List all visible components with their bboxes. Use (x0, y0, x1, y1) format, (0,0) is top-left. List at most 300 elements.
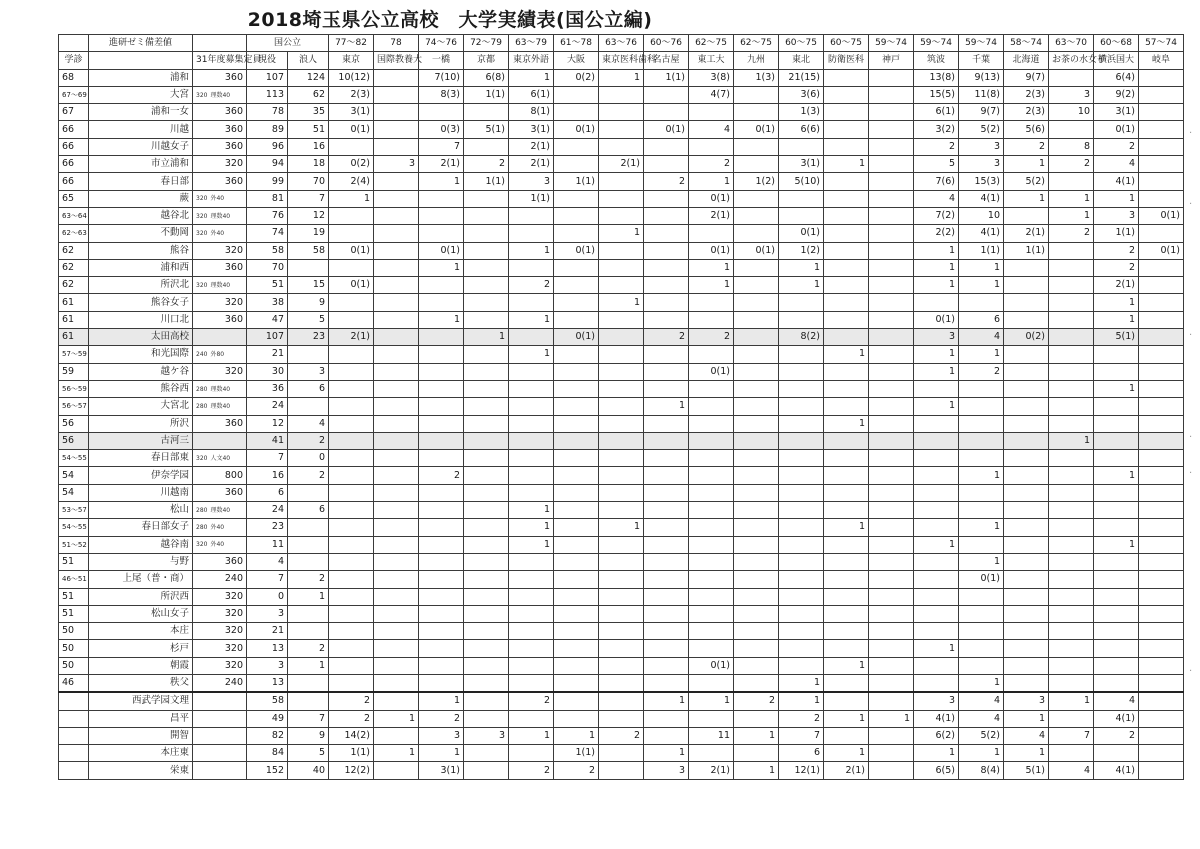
capacity-cell (193, 398, 247, 415)
result-cell (599, 415, 644, 432)
result-cell (464, 762, 509, 779)
result-cell (779, 415, 824, 432)
result-cell (1049, 745, 1094, 762)
result-cell (329, 640, 374, 657)
result-cell (689, 138, 734, 155)
header-university-cell: お茶の水女子 (1049, 52, 1094, 69)
table-row (59, 588, 1184, 605)
result-cell (734, 674, 779, 692)
result-cell: 2 (599, 727, 644, 744)
result-cell (914, 467, 959, 484)
result-cell (959, 380, 1004, 397)
capacity-value: 320 (196, 229, 208, 237)
result-cell (419, 329, 464, 346)
result-cell: 9(2) (1094, 86, 1139, 103)
result-cell: 10 (1049, 104, 1094, 121)
result-cell (1049, 588, 1094, 605)
result-cell: 2(3) (1004, 86, 1049, 103)
result-cell (779, 502, 824, 519)
result-cell (689, 553, 734, 570)
result-cell (464, 277, 509, 294)
result-cell (1139, 657, 1184, 674)
result-cell: 2(4) (329, 173, 374, 190)
capacity-value: 320 (224, 659, 243, 671)
result-cell: 7(6) (914, 173, 959, 190)
result-cell (1049, 415, 1094, 432)
result-cell: 0(2) (554, 69, 599, 86)
header-rank-cell: 60～76 (644, 35, 689, 52)
result-cell (1004, 415, 1049, 432)
capacity-value: 320 (224, 625, 243, 637)
result-cell (779, 553, 824, 570)
result-cell: 5(1) (1004, 762, 1049, 779)
capacity-cell (193, 605, 247, 622)
header-university-cell: 国際教養大 (374, 52, 419, 69)
result-cell (734, 657, 779, 674)
result-cell (824, 536, 869, 553)
header-rank-cell: 58～74 (1004, 35, 1049, 52)
result-cell: 1 (779, 259, 824, 276)
current-count-cell: 7 (247, 571, 288, 588)
result-cell (644, 380, 689, 397)
result-cell: 0(1) (689, 242, 734, 259)
capacity-cell (193, 484, 247, 501)
result-cell (824, 225, 869, 242)
result-cell: 1 (464, 329, 509, 346)
result-cell (689, 674, 734, 692)
result-cell (1049, 363, 1094, 380)
result-cell (734, 225, 779, 242)
result-cell (374, 329, 419, 346)
current-count-cell: 11 (247, 536, 288, 553)
result-cell: 2 (779, 710, 824, 727)
result-cell (869, 467, 914, 484)
ronin-count-cell: 7 (288, 710, 329, 727)
result-cell (1004, 346, 1049, 363)
current-count-cell: 16 (247, 467, 288, 484)
table-row (59, 190, 1184, 207)
result-cell (644, 605, 689, 622)
result-cell (599, 674, 644, 692)
result-cell (1004, 674, 1049, 692)
header-university-cell: 筑波 (914, 52, 959, 69)
result-cell (599, 398, 644, 415)
result-cell (419, 484, 464, 501)
result-cell (554, 156, 599, 173)
result-cell (869, 294, 914, 311)
result-cell (419, 674, 464, 692)
capacity-value: 800 (224, 469, 243, 481)
capacity-value: 320 (224, 642, 243, 654)
result-cell (554, 484, 599, 501)
result-cell (509, 588, 554, 605)
result-cell (509, 363, 554, 380)
current-count-cell: 4 (247, 553, 288, 570)
result-cell (374, 692, 419, 710)
header-capacity-label: 31年度募集定員 (193, 52, 247, 69)
result-cell: 2 (644, 329, 689, 346)
current-count-cell: 70 (247, 259, 288, 276)
result-cell (1094, 502, 1139, 519)
result-cell (419, 571, 464, 588)
result-cell: 1 (689, 277, 734, 294)
result-cell (599, 104, 644, 121)
result-cell: 0(1) (689, 190, 734, 207)
result-cell: 8(3) (419, 86, 464, 103)
result-cell (329, 588, 374, 605)
result-cell (374, 571, 419, 588)
result-cell: 2(3) (329, 86, 374, 103)
result-cell (1139, 727, 1184, 744)
current-count-cell: 99 (247, 173, 288, 190)
ronin-count-cell (288, 623, 329, 640)
ronin-count-cell (288, 553, 329, 570)
table-row (59, 415, 1184, 432)
result-cell (509, 484, 554, 501)
header-university-cell: 京都 (464, 52, 509, 69)
result-cell (689, 294, 734, 311)
result-cell (734, 398, 779, 415)
result-cell (329, 571, 374, 588)
result-cell (824, 467, 869, 484)
capacity-note: 理数40 (210, 402, 231, 410)
gakushin-cell: 46～51 (59, 571, 89, 588)
result-cell (869, 86, 914, 103)
result-cell (374, 432, 419, 449)
result-cell: 11 (689, 727, 734, 744)
result-cell (1094, 657, 1139, 674)
result-cell (1049, 242, 1094, 259)
result-cell: 1 (509, 536, 554, 553)
result-cell (329, 519, 374, 536)
result-cell (419, 363, 464, 380)
header-rank-cell: 63～70 (1049, 35, 1094, 52)
capacity-value: 360 (224, 140, 243, 152)
result-cell (689, 104, 734, 121)
capacity-note: 理数40 (210, 212, 231, 220)
result-cell: 9(13) (959, 69, 1004, 86)
result-cell (824, 311, 869, 328)
school-name-cell: 川越 (89, 121, 193, 138)
result-cell (734, 484, 779, 501)
result-cell (644, 190, 689, 207)
header-rank-cell: 72～79 (464, 35, 509, 52)
result-cell (869, 380, 914, 397)
result-cell: 2 (1094, 138, 1139, 155)
result-cell (869, 346, 914, 363)
gakushin-cell: 54～55 (59, 519, 89, 536)
result-cell (419, 640, 464, 657)
result-cell (689, 588, 734, 605)
result-cell: 1 (959, 674, 1004, 692)
result-cell (599, 207, 644, 224)
capacity-cell (193, 363, 247, 380)
result-cell (644, 138, 689, 155)
result-cell (464, 363, 509, 380)
result-cell (914, 432, 959, 449)
capacity-cell (193, 329, 247, 346)
capacity-cell (193, 69, 247, 86)
table-row (59, 380, 1184, 397)
current-count-cell: 3 (247, 605, 288, 622)
result-cell (734, 380, 779, 397)
result-cell: 0(1) (1139, 207, 1184, 224)
header-rank-cell: 60～75 (779, 35, 824, 52)
school-name-cell: 不動岡 (89, 225, 193, 242)
result-cell (509, 207, 554, 224)
result-cell (1094, 640, 1139, 657)
result-cell: 0(1) (419, 242, 464, 259)
result-cell (1049, 467, 1094, 484)
school-name-cell: 栄東 (89, 762, 193, 779)
result-cell: 1 (509, 502, 554, 519)
header-rank-cell: 57～74 (1139, 35, 1184, 52)
result-cell: 1 (509, 242, 554, 259)
result-cell (644, 432, 689, 449)
result-cell (824, 450, 869, 467)
result-cell (329, 346, 374, 363)
result-cell (464, 553, 509, 570)
result-cell (554, 605, 599, 622)
result-cell (734, 311, 779, 328)
result-cell (959, 588, 1004, 605)
result-cell (1004, 605, 1049, 622)
gakushin-cell: 62 (59, 277, 89, 294)
result-cell (779, 536, 824, 553)
result-cell: 6(8) (464, 69, 509, 86)
result-cell: 0(1) (554, 242, 599, 259)
result-cell (779, 207, 824, 224)
table-row (59, 536, 1184, 553)
result-cell: 5 (914, 156, 959, 173)
result-cell (734, 519, 779, 536)
result-cell (689, 623, 734, 640)
result-cell (509, 745, 554, 762)
result-cell (869, 519, 914, 536)
result-cell (1004, 363, 1049, 380)
result-cell (1049, 173, 1094, 190)
header-gakushin: 学診 (59, 52, 89, 69)
header-rank-cell: 63～79 (509, 35, 554, 52)
result-cell: 3(2) (914, 121, 959, 138)
result-cell (1139, 588, 1184, 605)
result-cell (734, 745, 779, 762)
result-cell (644, 259, 689, 276)
table-row (59, 571, 1184, 588)
capacity-value: 280 (196, 402, 208, 410)
result-cell: 2 (1094, 727, 1139, 744)
result-cell (779, 432, 824, 449)
gakushin-cell: 51～52 (59, 536, 89, 553)
current-count-cell: 30 (247, 363, 288, 380)
header-rank-cell: 61～78 (554, 35, 599, 52)
result-cell (554, 467, 599, 484)
result-cell (464, 104, 509, 121)
capacity-value: 320 (224, 296, 243, 308)
result-cell (1049, 277, 1094, 294)
result-cell (599, 536, 644, 553)
capacity-cell (193, 553, 247, 570)
result-cell: 0(1) (779, 225, 824, 242)
result-cell: 1 (824, 657, 869, 674)
result-cell (554, 623, 599, 640)
result-cell: 2 (554, 762, 599, 779)
result-cell (464, 657, 509, 674)
result-cell: 6(6) (779, 121, 824, 138)
result-cell: 1 (734, 762, 779, 779)
result-cell: 9(7) (959, 104, 1004, 121)
result-cell (959, 605, 1004, 622)
capacity-value: 320 (196, 212, 208, 220)
current-count-cell: 23 (247, 519, 288, 536)
result-cell (869, 745, 914, 762)
ronin-count-cell: 19 (288, 225, 329, 242)
result-cell: 1 (914, 745, 959, 762)
result-cell (644, 710, 689, 727)
result-cell (509, 294, 554, 311)
result-cell (554, 536, 599, 553)
gakushin-cell: 54～55 (59, 450, 89, 467)
result-cell: 7(10) (419, 69, 464, 86)
ronin-count-cell (288, 259, 329, 276)
school-name-cell: 春日部女子 (89, 519, 193, 536)
result-cell: 1 (1094, 380, 1139, 397)
result-cell (464, 450, 509, 467)
result-cell: 1(1) (1004, 242, 1049, 259)
result-cell (464, 571, 509, 588)
ronin-count-cell: 5 (288, 745, 329, 762)
result-cell (329, 259, 374, 276)
result-cell (554, 86, 599, 103)
result-cell (419, 380, 464, 397)
ronin-count-cell: 7 (288, 190, 329, 207)
result-cell (689, 432, 734, 449)
ronin-count-cell: 6 (288, 502, 329, 519)
result-cell (644, 86, 689, 103)
result-cell: 4 (1004, 727, 1049, 744)
capacity-note: 理数40 (210, 385, 231, 393)
result-cell (824, 623, 869, 640)
result-cell (779, 294, 824, 311)
result-cell (644, 156, 689, 173)
result-cell (1004, 432, 1049, 449)
result-cell: 15(5) (914, 86, 959, 103)
result-cell (374, 727, 419, 744)
result-cell (374, 398, 419, 415)
capacity-value: 280 (196, 385, 208, 393)
result-cell (374, 190, 419, 207)
result-cell: 21(15) (779, 69, 824, 86)
result-cell (959, 294, 1004, 311)
result-cell: 1 (914, 363, 959, 380)
result-cell (1094, 432, 1139, 449)
result-cell (599, 329, 644, 346)
result-cell: 3(1) (1094, 104, 1139, 121)
result-cell: 8(1) (509, 104, 554, 121)
result-cell (554, 502, 599, 519)
header-university-cell: 大阪 (554, 52, 599, 69)
result-cell (464, 225, 509, 242)
school-name-cell: 浦和西 (89, 259, 193, 276)
result-cell: 0(1) (644, 121, 689, 138)
result-cell (374, 121, 419, 138)
result-cell (419, 432, 464, 449)
result-cell: 1 (914, 242, 959, 259)
capacity-cell (193, 762, 247, 779)
result-cell: 1 (1004, 710, 1049, 727)
ronin-count-cell: 1 (288, 588, 329, 605)
result-cell: 2(1) (689, 762, 734, 779)
result-cell (689, 571, 734, 588)
result-cell: 1 (914, 536, 959, 553)
result-cell (689, 346, 734, 363)
current-count-cell: 21 (247, 346, 288, 363)
result-cell (959, 484, 1004, 501)
school-name-cell: 昌平 (89, 710, 193, 727)
ronin-count-cell: 1 (288, 657, 329, 674)
result-cell: 1 (914, 277, 959, 294)
result-cell: 8 (1049, 138, 1094, 155)
gakushin-cell: 66 (59, 156, 89, 173)
result-cell: 7 (779, 727, 824, 744)
result-cell (374, 311, 419, 328)
capacity-value: 320 (196, 91, 208, 99)
capacity-cell (193, 536, 247, 553)
ronin-count-cell: 16 (288, 138, 329, 155)
capacity-value: 360 (224, 313, 243, 325)
result-cell (599, 657, 644, 674)
capacity-value: 320 (196, 281, 208, 289)
result-cell (1049, 553, 1094, 570)
school-name-cell: 浦和 (89, 69, 193, 86)
result-cell (824, 86, 869, 103)
result-cell (1004, 467, 1049, 484)
result-cell (374, 363, 419, 380)
result-cell (419, 104, 464, 121)
result-cell: 4 (689, 121, 734, 138)
result-cell (554, 311, 599, 328)
header-rank-cell: 59～74 (914, 35, 959, 52)
result-cell (329, 207, 374, 224)
capacity-value: 360 (224, 123, 243, 135)
school-name-cell: 開智 (89, 727, 193, 744)
capacity-note: 外40 (210, 523, 225, 531)
result-cell (374, 605, 419, 622)
result-cell: 5(1) (464, 121, 509, 138)
header-rank-cell: 62～75 (689, 35, 734, 52)
result-cell: 2 (464, 156, 509, 173)
table-row (59, 398, 1184, 415)
result-cell (464, 415, 509, 432)
school-name-cell: 浦和一女 (89, 104, 193, 121)
table-row (59, 484, 1184, 501)
result-cell (869, 657, 914, 674)
result-cell (1004, 640, 1049, 657)
result-cell: 1 (689, 692, 734, 710)
capacity-value: 240 (224, 573, 243, 585)
result-cell (734, 104, 779, 121)
result-cell (869, 259, 914, 276)
result-cell (599, 692, 644, 710)
result-cell: 4(7) (689, 86, 734, 103)
result-cell (1139, 104, 1184, 121)
capacity-cell (193, 623, 247, 640)
table-row (59, 259, 1184, 276)
result-cell: 3 (1004, 692, 1049, 710)
result-cell (734, 329, 779, 346)
ronin-count-cell (288, 519, 329, 536)
current-count-cell: 58 (247, 692, 288, 710)
